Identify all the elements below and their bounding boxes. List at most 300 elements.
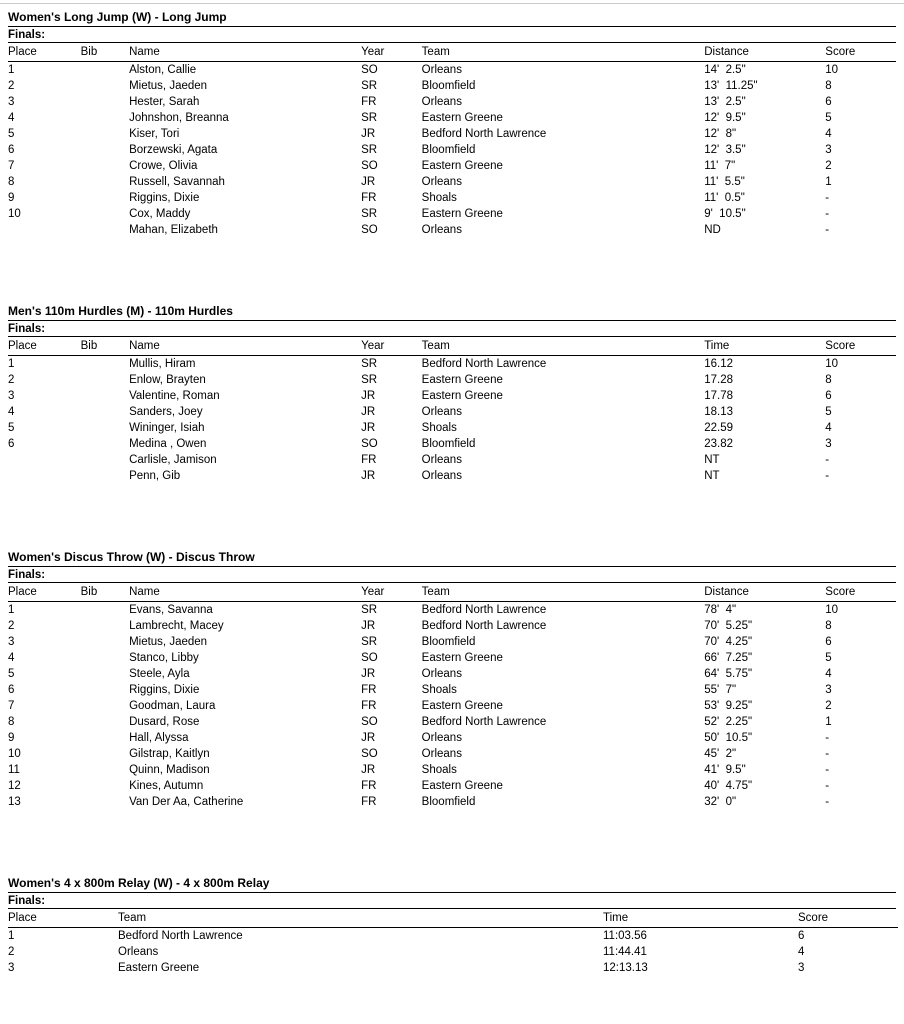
table-row [8, 126, 896, 142]
event-section-discus-throw [8, 550, 896, 810]
cell-name: Kines, Autumn [129, 780, 204, 792]
cell-name: Lambrecht, Macey [129, 620, 224, 632]
column-header-place: Place [8, 909, 118, 928]
table-row [8, 372, 896, 388]
cell-year: SO [361, 716, 378, 728]
cell-year: SR [361, 80, 378, 92]
cell-bib [81, 794, 129, 810]
column-header-place: Place [8, 337, 81, 356]
cell-bib [81, 158, 129, 174]
cell-team: Orleans [421, 224, 462, 236]
cell-mark: ND [704, 224, 721, 236]
cell-name: Kiser, Tori [129, 128, 180, 140]
column-header-team: Team [118, 909, 603, 928]
cell-score: 5 [825, 112, 832, 124]
cell-name: Quinn, Madison [129, 764, 210, 776]
cell-team: Bloomfield [421, 144, 476, 156]
cell-mark: 53' 9.25" [704, 700, 753, 712]
cell-score: 10 [825, 604, 839, 616]
column-header-score: Score [798, 909, 898, 928]
table-row [8, 714, 896, 730]
cell-name: Riggins, Dixie [129, 684, 200, 696]
cell-year: JR [361, 620, 376, 632]
cell-mark: 23.82 [704, 438, 733, 450]
cell-name: Mullis, Hiram [129, 358, 196, 370]
cell-score: 10 [825, 64, 839, 76]
table-row [8, 110, 896, 126]
cell-mark: 52' 2.25" [704, 716, 753, 728]
cell-name: Crowe, Olivia [129, 160, 198, 172]
cell-year: SR [361, 636, 378, 648]
cell-name: Steele, Ayla [129, 668, 190, 680]
cell-team: Eastern Greene [421, 374, 503, 386]
cell-place [8, 222, 81, 238]
cell-score: 1 [825, 716, 832, 728]
cell-score: 8 [825, 80, 832, 92]
cell-score: 3 [798, 962, 805, 974]
cell-place: 12 [8, 780, 21, 792]
cell-team: Orleans [421, 732, 462, 744]
table-row [8, 762, 896, 778]
cell-team: Orleans [421, 470, 462, 482]
cell-year: SO [361, 748, 378, 760]
cell-year: FR [361, 796, 377, 808]
column-header-score: Score [825, 43, 896, 62]
cell-place: 6 [8, 684, 15, 696]
table-row [8, 730, 896, 746]
cell-bib [81, 142, 129, 158]
cell-score: - [825, 764, 830, 776]
table-row [8, 778, 896, 794]
cell-time: 11:03.56 [603, 930, 647, 942]
table-header-row [8, 909, 898, 928]
cell-year: JR [361, 764, 376, 776]
cell-mark: 13' 11.25" [704, 80, 758, 92]
cell-bib [81, 388, 129, 404]
cell-year: JR [361, 732, 376, 744]
cell-bib [81, 634, 129, 650]
cell-place: 5 [8, 422, 15, 434]
cell-place: 3 [8, 962, 15, 974]
cell-score: 4 [825, 128, 832, 140]
cell-team: Bedford North Lawrence [421, 716, 547, 728]
cell-team: Bedford North Lawrence [118, 930, 243, 942]
cell-team: Bedford North Lawrence [421, 358, 547, 370]
cell-place: 2 [8, 620, 15, 632]
cell-mark: 11' 5.5" [704, 176, 745, 188]
table-row [8, 452, 896, 468]
cell-place: 3 [8, 636, 15, 648]
cell-team: Eastern Greene [421, 208, 503, 220]
cell-team: Eastern Greene [421, 390, 503, 402]
cell-score: - [825, 796, 830, 808]
cell-place: 5 [8, 128, 15, 140]
cell-place: 9 [8, 192, 15, 204]
column-header-year: Year [361, 43, 422, 62]
table-row [8, 190, 896, 206]
cell-year: JR [361, 668, 376, 680]
cell-mark: 17.28 [704, 374, 733, 386]
cell-bib [81, 650, 129, 666]
cell-bib [81, 206, 129, 222]
cell-mark: 9' 10.5" [704, 208, 746, 220]
cell-mark: NT [704, 470, 720, 482]
table-row [8, 634, 896, 650]
column-header-team: Team [422, 43, 705, 62]
cell-year: SO [361, 438, 378, 450]
column-header-mark: Distance [704, 583, 825, 602]
table-row [8, 206, 896, 222]
cell-score: 3 [825, 684, 832, 696]
cell-name: Borzewski, Agata [129, 144, 218, 156]
cell-year: FR [361, 780, 377, 792]
cell-year: SO [361, 160, 378, 172]
cell-mark: 70' 5.25" [704, 620, 753, 632]
cell-score: - [825, 748, 830, 760]
cell-score: 2 [825, 160, 832, 172]
results-table [8, 337, 896, 484]
cell-bib [81, 698, 129, 714]
cell-team: Eastern Greene [421, 652, 503, 664]
cell-mark: 70' 4.25" [704, 636, 753, 648]
cell-name: Evans, Savanna [129, 604, 213, 616]
cell-place: 11 [8, 764, 20, 776]
cell-score: 2 [825, 700, 832, 712]
cell-year: JR [361, 176, 376, 188]
cell-score: - [825, 470, 830, 482]
results-table [8, 583, 896, 810]
cell-score: 6 [825, 390, 832, 402]
cell-mark: 22.59 [704, 422, 733, 434]
cell-team: Eastern Greene [118, 962, 200, 974]
cell-team: Orleans [421, 668, 462, 680]
cell-mark: 55' 7" [704, 684, 737, 696]
cell-name: Gilstrap, Kaitlyn [129, 748, 210, 760]
cell-bib [81, 174, 129, 190]
cell-team: Bedford North Lawrence [421, 620, 547, 632]
cell-year: SR [361, 604, 378, 616]
table-row [8, 222, 896, 238]
cell-score: 3 [825, 438, 832, 450]
cell-place: 7 [8, 700, 15, 712]
cell-mark: NT [704, 454, 720, 466]
table-row [8, 794, 896, 810]
cell-place [8, 452, 81, 468]
cell-mark: 41' 9.5" [704, 764, 746, 776]
cell-name: Medina , Owen [129, 438, 207, 450]
cell-place: 6 [8, 144, 15, 156]
cell-place: 2 [8, 374, 15, 386]
round-label: Finals: [8, 27, 896, 43]
cell-place: 4 [8, 406, 15, 418]
cell-bib [81, 682, 129, 698]
cell-mark: 12' 9.5" [704, 112, 746, 124]
cell-bib [81, 746, 129, 762]
cell-place: 1 [8, 64, 15, 76]
cell-place: 3 [8, 96, 15, 108]
cell-year: SR [361, 144, 378, 156]
column-header-name: Name [129, 337, 361, 356]
table-row [8, 666, 896, 682]
section-spacer [8, 512, 896, 550]
cell-bib [81, 190, 129, 206]
column-header-score: Score [825, 583, 896, 602]
cell-team: Shoals [421, 422, 457, 434]
cell-mark: 64' 5.75" [704, 668, 753, 680]
cell-year: JR [361, 422, 376, 434]
column-header-mark: Distance [704, 43, 825, 62]
cell-name: Carlisle, Jamison [129, 454, 217, 466]
round-label: Finals: [8, 567, 896, 583]
cell-place: 10 [8, 748, 21, 760]
cell-place: 4 [8, 112, 15, 124]
cell-score: 5 [825, 406, 832, 418]
cell-score: - [825, 224, 830, 236]
cell-time: 12:13.13 [603, 962, 648, 974]
cell-year: JR [361, 128, 376, 140]
cell-place: 1 [8, 604, 15, 616]
cell-score: 6 [825, 96, 832, 108]
cell-name: Enlow, Brayten [129, 374, 206, 386]
column-header-bib: Bib [81, 43, 129, 62]
table-row [8, 928, 898, 945]
cell-mark: 45' 2" [704, 748, 737, 760]
cell-place: 4 [8, 652, 15, 664]
cell-bib [81, 110, 129, 126]
cell-year: JR [361, 390, 376, 402]
cell-name: Mahan, Elizabeth [129, 224, 218, 236]
event-title: Women's Discus Throw (W) - Discus Throw [8, 550, 896, 567]
cell-team: Orleans [421, 406, 462, 418]
cell-year: JR [361, 406, 376, 418]
cell-year: JR [361, 470, 376, 482]
cell-mark: 11' 7" [704, 160, 736, 172]
cell-bib [81, 602, 129, 619]
cell-team: Bloomfield [421, 80, 476, 92]
cell-team: Eastern Greene [421, 112, 503, 124]
cell-mark: 14' 2.5" [704, 64, 746, 76]
table-row [8, 420, 896, 436]
cell-bib [81, 436, 129, 452]
cell-bib [81, 356, 129, 373]
table-row [8, 698, 896, 714]
column-header-mark: Time [704, 337, 825, 356]
cell-team: Shoals [421, 192, 457, 204]
column-header-bib: Bib [81, 583, 129, 602]
cell-name: Penn, Gib [129, 470, 181, 482]
table-header-row [8, 337, 896, 356]
cell-year: FR [361, 684, 377, 696]
cell-time: 11:44.41 [603, 946, 647, 958]
cell-bib [81, 714, 129, 730]
cell-score: 8 [825, 620, 832, 632]
cell-place: 10 [8, 208, 21, 220]
cell-place: 8 [8, 716, 15, 728]
event-section-long-jump [8, 10, 896, 238]
table-row [8, 174, 896, 190]
section-spacer [8, 266, 896, 304]
cell-bib [81, 420, 129, 436]
cell-mark: 17.78 [704, 390, 733, 402]
cell-bib [81, 468, 129, 484]
cell-bib [81, 452, 129, 468]
event-title: Men's 110m Hurdles (M) - 110m Hurdles [8, 304, 896, 321]
cell-bib [81, 62, 129, 79]
cell-name: Mietus, Jaeden [129, 80, 208, 92]
column-header-team: Team [422, 583, 705, 602]
cell-mark: 12' 3.5" [704, 144, 746, 156]
round-label: Finals: [8, 893, 896, 909]
results-table [8, 43, 896, 238]
cell-mark: 11' 0.5" [704, 192, 745, 204]
cell-score: - [825, 208, 830, 220]
column-header-year: Year [361, 583, 422, 602]
cell-bib [81, 618, 129, 634]
cell-place: 8 [8, 176, 15, 188]
cell-name: Johnshon, Breanna [129, 112, 229, 124]
cell-year: FR [361, 192, 377, 204]
cell-year: FR [361, 96, 377, 108]
cell-mark: 32' 0" [704, 796, 737, 808]
column-header-score: Score [825, 337, 896, 356]
column-header-team: Team [422, 337, 705, 356]
cell-name: Mietus, Jaeden [129, 636, 208, 648]
event-title: Women's 4 x 800m Relay (W) - 4 x 800m Relay [8, 876, 896, 893]
cell-name: Goodman, Laura [129, 700, 216, 712]
cell-place [8, 468, 81, 484]
table-row [8, 62, 896, 79]
cell-name: Wininger, Isiah [129, 422, 205, 434]
cell-team: Eastern Greene [421, 700, 503, 712]
results-table [8, 909, 898, 976]
cell-year: SO [361, 652, 378, 664]
cell-score: - [825, 454, 830, 466]
table-row [8, 960, 898, 976]
cell-score: 1 [825, 176, 832, 188]
cell-bib [81, 372, 129, 388]
cell-mark: 50' 10.5" [704, 732, 753, 744]
cell-bib [81, 762, 129, 778]
cell-year: SO [361, 64, 378, 76]
round-label: Finals: [8, 321, 896, 337]
cell-bib [81, 778, 129, 794]
page-bottom-spacer [8, 1004, 896, 1022]
cell-place: 9 [8, 732, 15, 744]
cell-place: 1 [8, 358, 15, 370]
cell-team: Bloomfield [421, 796, 476, 808]
cell-team: Bedford North Lawrence [421, 604, 547, 616]
column-header-name: Name [129, 583, 361, 602]
cell-mark: 78' 4" [704, 604, 737, 616]
cell-place: 7 [8, 160, 15, 172]
table-row [8, 746, 896, 762]
column-header-name: Name [129, 43, 361, 62]
cell-team: Eastern Greene [421, 160, 503, 172]
cell-score: - [825, 192, 830, 204]
cell-team: Orleans [118, 946, 159, 958]
cell-score: - [825, 732, 830, 744]
cell-name: Riggins, Dixie [129, 192, 200, 204]
cell-score: 4 [825, 422, 832, 434]
event-title: Women's Long Jump (W) - Long Jump [8, 10, 896, 27]
table-row [8, 158, 896, 174]
event-section-110m-hurdles [8, 304, 896, 484]
table-row [8, 602, 896, 619]
column-header-place: Place [8, 43, 81, 62]
cell-name: Dusard, Rose [129, 716, 200, 728]
table-row [8, 94, 896, 110]
cell-bib [81, 78, 129, 94]
table-row [8, 142, 896, 158]
cell-year: SR [361, 112, 378, 124]
cell-team: Bedford North Lawrence [421, 128, 547, 140]
cell-score: 10 [825, 358, 839, 370]
cell-year: SR [361, 208, 378, 220]
cell-place: 6 [8, 438, 15, 450]
cell-bib [81, 730, 129, 746]
cell-score: 6 [798, 930, 805, 942]
cell-team: Orleans [421, 64, 462, 76]
table-row [8, 78, 896, 94]
cell-place: 13 [8, 796, 21, 808]
cell-mark: 40' 4.75" [704, 780, 753, 792]
table-row [8, 944, 898, 960]
cell-year: SR [361, 374, 378, 386]
cell-place: 3 [8, 390, 15, 402]
cell-name: Valentine, Roman [129, 390, 220, 402]
cell-name: Russell, Savannah [129, 176, 225, 188]
cell-bib [81, 404, 129, 420]
cell-name: Hester, Sarah [129, 96, 200, 108]
cell-bib [81, 94, 129, 110]
cell-score: 8 [825, 374, 832, 386]
table-header-row [8, 583, 896, 602]
cell-year: SR [361, 358, 378, 370]
column-header-time: Time [603, 909, 798, 928]
cell-score: 3 [825, 144, 832, 156]
cell-team: Shoals [421, 684, 457, 696]
cell-place: 2 [8, 946, 15, 958]
cell-team: Shoals [421, 764, 457, 776]
table-row [8, 682, 896, 698]
cell-team: Orleans [421, 454, 462, 466]
column-header-year: Year [361, 337, 422, 356]
cell-score: - [825, 780, 830, 792]
cell-team: Eastern Greene [421, 780, 503, 792]
cell-place: 1 [8, 930, 15, 942]
cell-score: 5 [825, 652, 832, 664]
cell-team: Bloomfield [421, 438, 476, 450]
cell-bib [81, 222, 129, 238]
event-section-4x800m-relay [8, 876, 896, 976]
cell-name: Van Der Aa, Catherine [129, 796, 244, 808]
cell-score: 6 [825, 636, 832, 648]
cell-mark: 66' 7.25" [704, 652, 753, 664]
cell-bib [81, 126, 129, 142]
table-row [8, 618, 896, 634]
table-row [8, 356, 896, 373]
cell-team: Orleans [421, 176, 462, 188]
cell-mark: 18.13 [704, 406, 733, 418]
cell-mark: 13' 2.5" [704, 96, 746, 108]
table-row [8, 388, 896, 404]
cell-place: 2 [8, 80, 15, 92]
cell-team: Orleans [421, 96, 462, 108]
table-row [8, 436, 896, 452]
cell-score: 4 [798, 946, 805, 958]
table-row [8, 468, 896, 484]
column-header-bib: Bib [81, 337, 129, 356]
